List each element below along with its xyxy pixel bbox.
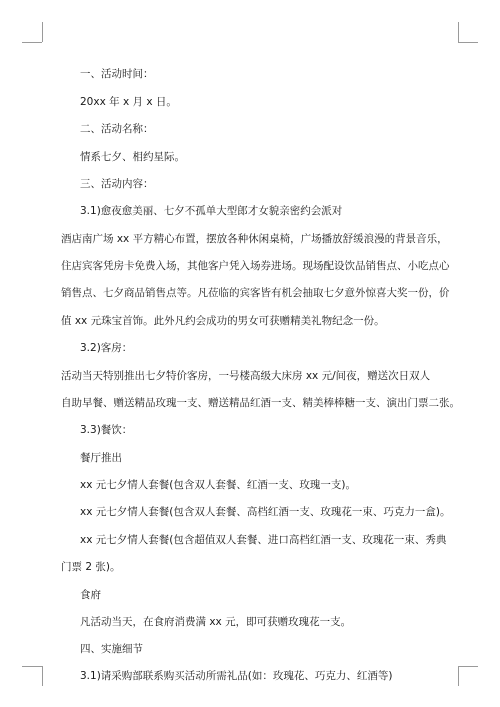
event-name: 情系七夕、相约星际。 bbox=[80, 151, 185, 163]
paragraph-line: 自助早餐、赠送精品玫瑰一支、赠送精品红酒一支、精美棒棒糖一支、演出门票二张。 bbox=[61, 397, 460, 409]
section-heading-details: 四、实施细节 bbox=[80, 643, 143, 655]
paragraph-line: 值 xx 元珠宝首饰。此外凡约会成功的男女可获赠精美礼物纪念一份。 bbox=[61, 315, 385, 327]
subsection-dining: 3.3)餐饮： bbox=[80, 424, 133, 436]
crop-mark-top-right-v bbox=[458, 22, 459, 42]
paragraph-line: 销售点、七夕商品销售点等。凡莅临的宾客皆有机会抽取七夕意外惊喜大奖一份，价 bbox=[61, 287, 450, 299]
paragraph-line: 食府 bbox=[80, 589, 101, 601]
event-date: 20xx 年 x 月 x 日。 bbox=[80, 96, 177, 108]
paragraph-line: xx 元七夕情人套餐(包含超值双人套餐、进口高档红酒一支、玫瑰花一束、秀典 bbox=[80, 534, 447, 546]
crop-mark-bottom-right-h bbox=[458, 666, 478, 667]
paragraph-line: xx 元七夕情人套餐(包含双人套餐、高档红酒一支、玫瑰花一束、巧克力一盒)。 bbox=[80, 506, 451, 518]
crop-mark-top-left-h bbox=[22, 42, 42, 43]
paragraph-line: 凡活动当天，在食府消费满 xx 元，即可获赠玫瑰花一支。 bbox=[80, 616, 352, 628]
crop-mark-bottom-left-h bbox=[22, 666, 42, 667]
section-heading-name: 二、活动名称： bbox=[80, 123, 154, 135]
paragraph-line: 活动当天特别推出七夕特价客房，一号楼高级大床房 xx 元/间夜，赠送次日双人 bbox=[61, 370, 431, 382]
paragraph-line: 3.1)请采购部联系购买活动所需礼品(如：玫瑰花、巧克力、红酒等) bbox=[80, 670, 393, 682]
crop-mark-top-right-h bbox=[458, 42, 478, 43]
subsection-rooms: 3.2)客房： bbox=[80, 342, 133, 354]
paragraph-line: 餐厅推出 bbox=[80, 452, 122, 464]
section-heading-time: 一、活动时间： bbox=[80, 68, 154, 80]
section-heading-content: 三、活动内容： bbox=[80, 178, 154, 190]
subsection-party: 3.1)愈夜愈美丽、七夕不孤单大型郎才女貌亲密约会派对 bbox=[80, 205, 343, 217]
paragraph-line: xx 元七夕情人套餐(包含双人套餐、红酒一支、玫瑰一支)。 bbox=[80, 479, 356, 491]
paragraph-line: 酒店南广场 xx 平方精心布置，摆放各种休闲桌椅，广场播放舒缓浪漫的背景音乐， bbox=[61, 233, 448, 245]
paragraph-line: 门票 2 张)。 bbox=[61, 561, 121, 573]
paragraph-line: 住店宾客凭房卡免费入场，其他客户凭入场券进场。现场配设饮品销售点、小吃点心 bbox=[61, 260, 450, 272]
crop-mark-bottom-left-v bbox=[42, 666, 43, 686]
crop-mark-top-left-v bbox=[42, 22, 43, 42]
crop-mark-bottom-right-v bbox=[458, 666, 459, 686]
